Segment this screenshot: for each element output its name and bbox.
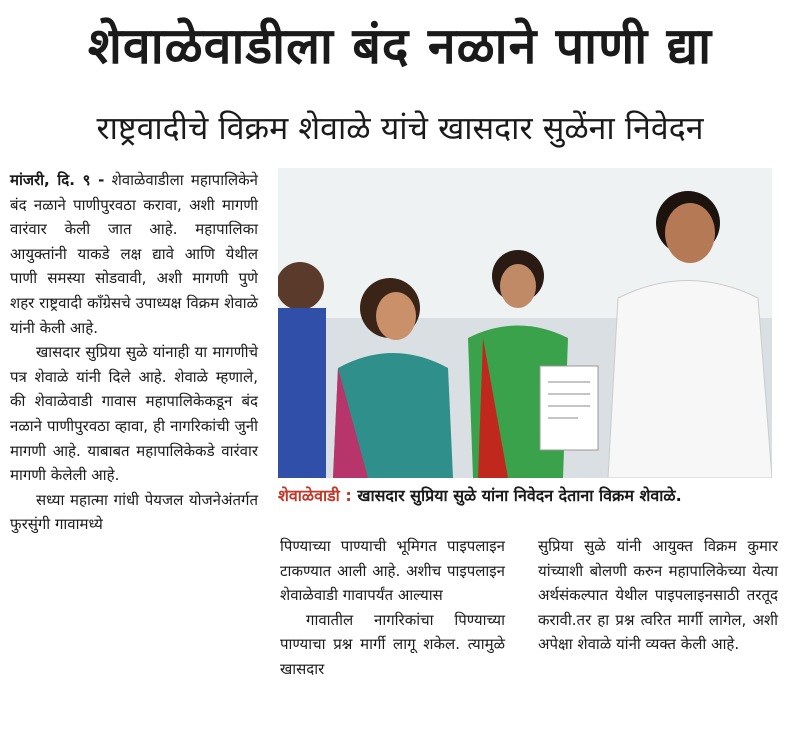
article-column-1 — [10, 168, 258, 537]
subheadline: राष्ट्रवादीचे विक्रम शेवाळे यांचे खासदार सुळेंना निवेदन — [96, 109, 704, 147]
photo-people-handing-letter-icon — [278, 168, 772, 478]
article-paragraph-3: सध्या महात्मा गांधी पेयजल योजनेअंतर्गत फुरसुंगी गावामध्ये — [10, 490, 258, 534]
article-column-3 — [538, 534, 778, 657]
column-2-paragraph-1: पिण्याच्या पाण्याची भूमिगत पाइपलाइन टाकण्यात आली आहे. अशीच पाइपलाइन शेवाळेवाडी गावापर्यंत आल्यास — [280, 537, 505, 605]
article-paragraph-2: खासदार सुप्रिया सुळे यांनाही या मागणीचे पत्र शेवाळे यांनी दिले आहे. शेवाळे म्हणाले, की शेवाळेवाडी गावास महापालिकेकडून बंद नळाने पाणीपुरवठा व्हावा, ही नागरिकांची जुनी मागणी आहे. याबाबत महापालिकेकडे वारंवार मागणी केलेली आहे. — [10, 343, 258, 485]
news-photo — [278, 168, 772, 478]
dateline: मांजरी, दि. ९ - — [10, 171, 105, 189]
paragraph-1-text: शेवाळेवाडीला महापालिकेने बंद नळाने पाणीपुरवठा करावा, अशी मागणी वारंवार केली जात आहे. महापालिका आयुक्तांनी याकडे लक्ष द्यावे आणि येथील पाणी समस्या सोडवावी, अशी मागणी पुणे शहर राष्ट्रवादी काँग्रेसचे उपाध्यक्ष विक्रम शेवाळे यांनी केली आहे. — [10, 171, 258, 337]
caption-place: शेवाळेवाडी : — [278, 486, 352, 505]
article-paragraph-1 — [10, 168, 258, 340]
column-3-paragraph-1: सुप्रिया सुळे यांनी आयुक्त विक्रम कुमार यांच्याशी बोलणी करुन महापालिकेच्या येत्या अर्थसंकल्पात येथील पाइपलाइनसाठी तरतूद करावी.तर हा प्रश्न त्वरित मार्गी लागेल, अशी अपेक्षा शेवाळे यांनी व्यक्त केली आहे. — [538, 537, 778, 654]
caption-text: खासदार सुप्रिया सुळे यांना निवेदन देताना विक्रम शेवाळे. — [357, 486, 682, 505]
photo-caption — [278, 484, 772, 508]
headline: शेवाळेवाडीला बंद नळाने पाणी द्या — [87, 17, 713, 75]
column-2-paragraph-2: गावातील नागरिकांचा पिण्याच्या पाण्याचा प्रश्न मार्गी लागू शकेल. त्यामुळे खासदार — [280, 610, 505, 678]
article-column-2 — [280, 534, 505, 682]
